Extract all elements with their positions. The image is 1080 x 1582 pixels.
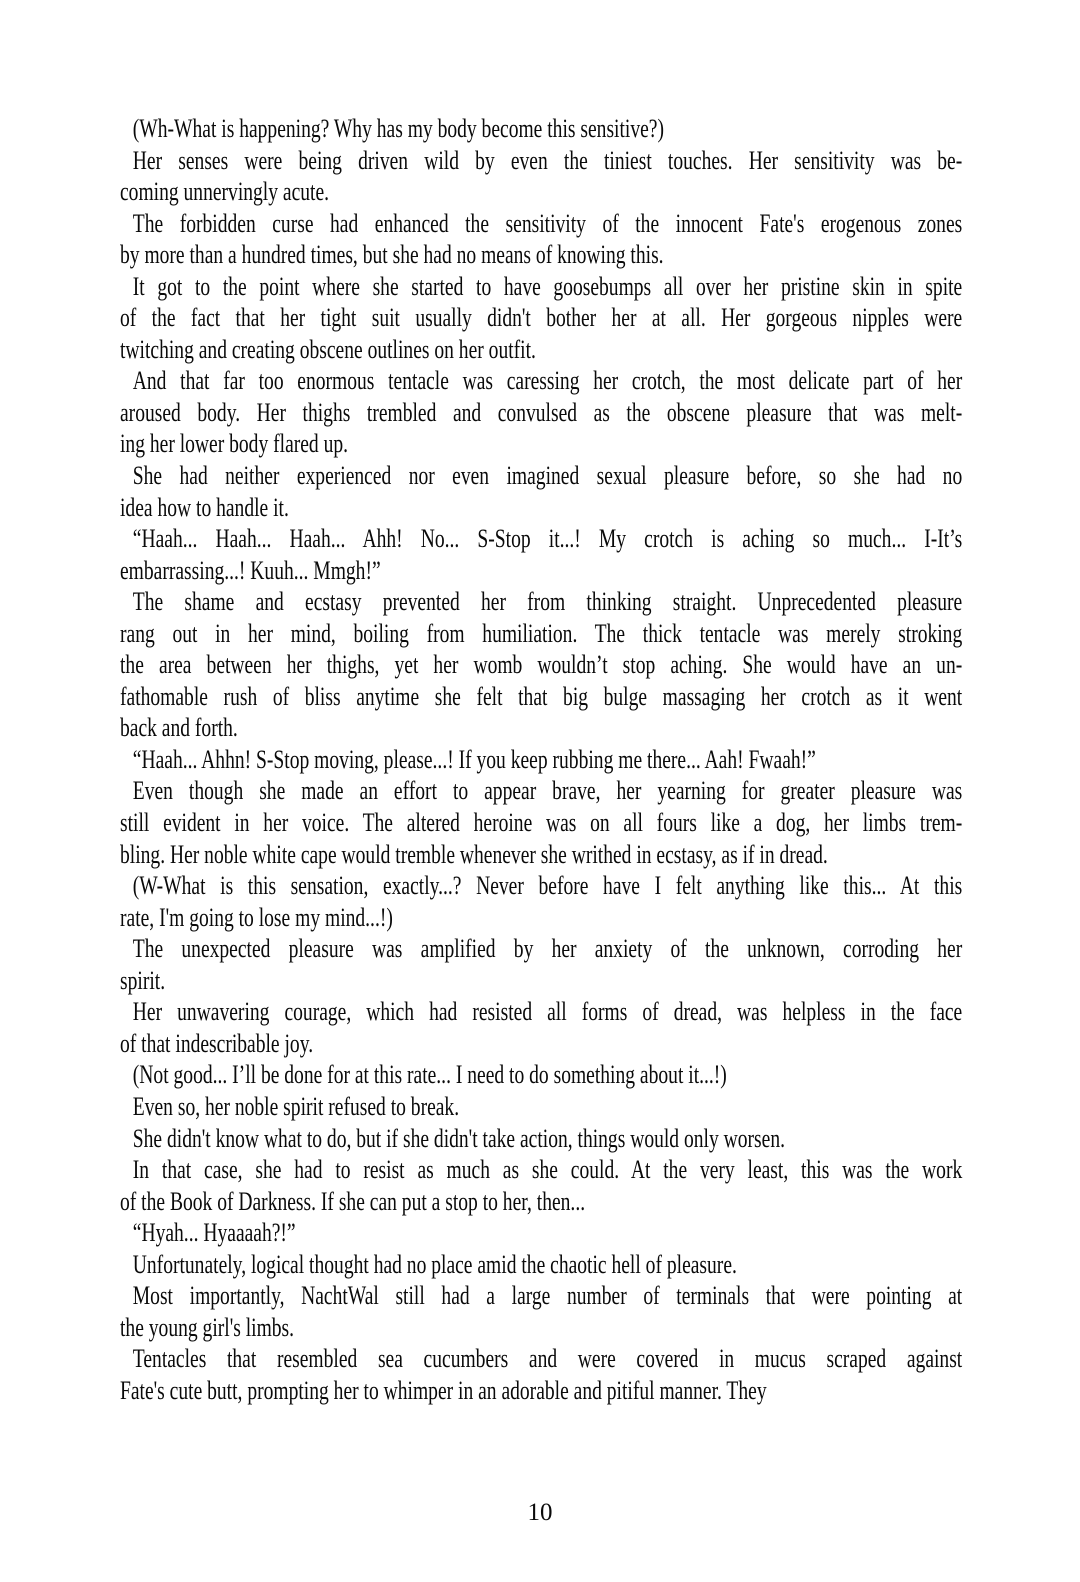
text-line: Her unwavering courage, which had resisted all forms of dread, was helpless in the face <box>132 997 963 1027</box>
page-number: 10 <box>527 1499 553 1526</box>
text-line: Most importantly, NachtWal still had a large number of terminals that were pointing at <box>132 1281 963 1311</box>
text-line: Unfortunately, logical thought had no place amid the chaotic hell of pleasure. <box>132 1249 737 1279</box>
text-line: The forbidden curse had enhanced the sensitivity of the innocent Fate's erogenous zones <box>132 208 963 238</box>
text-line: The shame and ecstasy prevented her from thinking straight. Unprecedented pleasure <box>132 587 963 617</box>
text-line: still evident in her voice. The altered heroine was on all fours like a dog, her limbs trem- <box>120 808 963 838</box>
text-line: of the Book of Darkness. If she can put a stop to her, then... <box>120 1186 586 1216</box>
text-line: She didn't know what to do, but if she didn't take action, things would only worsen. <box>132 1123 785 1153</box>
text-line: of the fact that her tight suit usually didn't bother her at all. Her gorgeous nipples were <box>120 303 963 333</box>
text-line: spirit. <box>120 965 166 995</box>
text-line: fathomable rush of bliss anytime she felt that big bulge massaging her crotch as it went <box>120 681 963 711</box>
text-line: Even though she made an effort to appear brave, her yearning for greater pleasure was <box>132 776 963 806</box>
text-line: (Wh-What is happening? Why has my body become this sensitive?) <box>132 114 665 143</box>
text-line: Tentacles that resembled sea cucumbers and were covered in mucus scraped against <box>132 1344 963 1374</box>
text-line: back and forth. <box>120 713 238 743</box>
text-line: She had neither experienced nor even imagined sexual pleasure before, so she had no <box>132 461 963 491</box>
text-line: twitching and creating obscene outlines on her outfit. <box>120 334 536 364</box>
text-line: by more than a hundred times, but she had no means of knowing this. <box>120 240 664 270</box>
text-line: idea how to handle it. <box>120 492 289 522</box>
text-line: of that indescribable joy. <box>120 1028 314 1058</box>
text-line: The unexpected pleasure was amplified by her anxiety of the unknown, corroding her <box>132 934 963 964</box>
text-line: rate, I'm going to lose my mind...!) <box>120 902 393 932</box>
text-line: “Hyah... Hyaaaah?!” <box>132 1218 296 1248</box>
text-line: (W-What is this sensation, exactly...? Never before have I felt anything like this... At this <box>132 871 963 901</box>
text-line: Even so, her noble spirit refused to break. <box>132 1091 460 1121</box>
text-line: coming unnervingly acute. <box>120 177 330 207</box>
text-line: And that far too enormous tentacle was caressing her crotch, the most delicate part of her <box>132 366 963 396</box>
text-line: Her senses were being driven wild by even the tiniest touches. Her sensitivity was be- <box>132 145 963 175</box>
text-line: aroused body. Her thighs trembled and convulsed as the obscene pleasure that was melt- <box>120 397 963 427</box>
text-line: embarrassing...! Kuuh... Mmgh!” <box>120 555 381 585</box>
text-line: (Not good... I’ll be done for at this rate... I need to do something about it...!) <box>132 1060 727 1090</box>
text-line: ing her lower body flared up. <box>120 429 349 459</box>
text-line: the area between her thighs, yet her womb wouldn’t stop aching. She would have an un- <box>120 650 963 680</box>
text-line: It got to the point where she started to have goosebumps all over her pristine skin in spite <box>132 271 963 301</box>
text-line: the young girl's limbs. <box>120 1312 295 1342</box>
text-line: Fate's cute butt, prompting her to whimper in an adorable and pitiful manner. They <box>120 1375 767 1405</box>
text-line: In that case, she had to resist as much as she could. At the very least, this was the work <box>132 1155 963 1185</box>
text-line: bling. Her noble white cape would tremble whenever she writhed in ecstasy, as if in dread. <box>120 839 828 869</box>
text-line: “Haah... Haah... Haah... Ahh! No... S-Stop it...! My crotch is aching so much... I-It’s <box>132 524 963 554</box>
text-line: rang out in her mind, boiling from humiliation. The thick tentacle was merely stroking <box>120 618 963 648</box>
text-line: “Haah... Ahhn! S-Stop moving, please...! If you keep rubbing me there... Aah! Fwaah!” <box>132 744 816 774</box>
page-text <box>120 113 962 1406</box>
